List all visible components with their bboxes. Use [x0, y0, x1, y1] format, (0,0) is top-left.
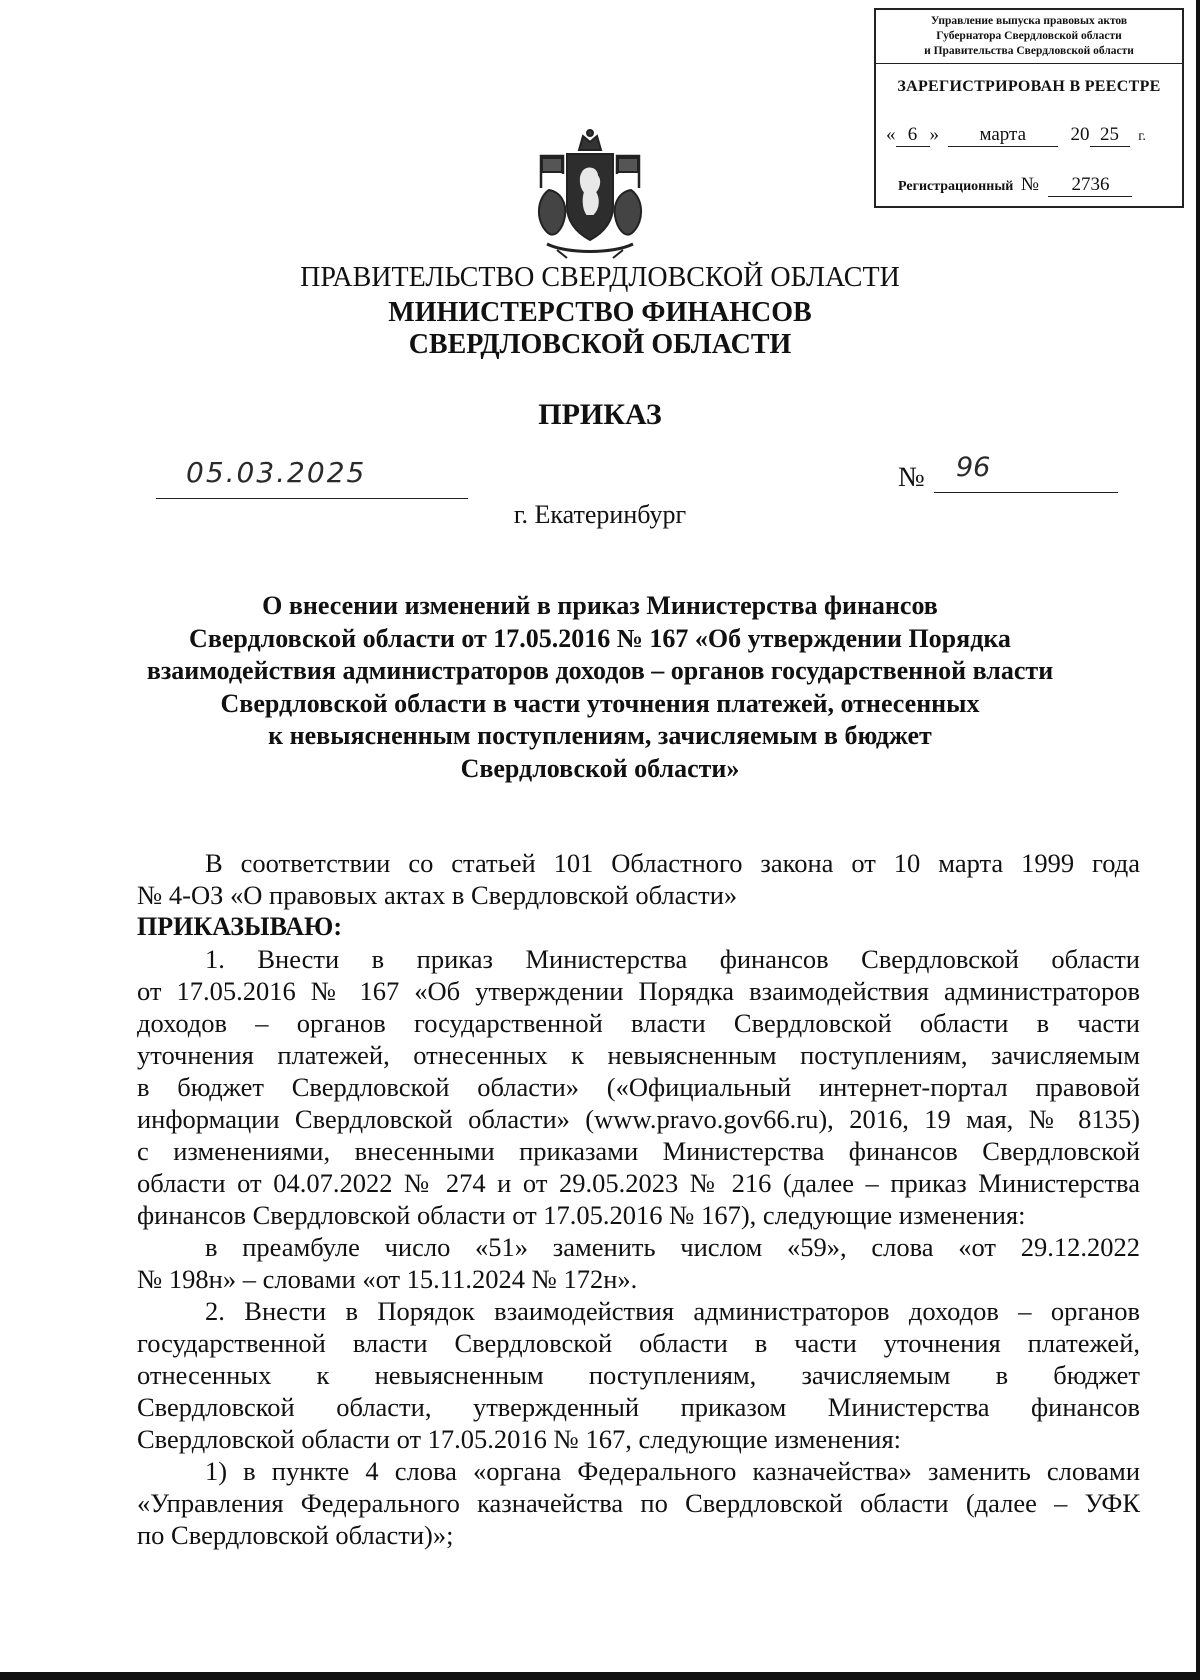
scan-edge-bottom: [0, 1672, 1200, 1680]
body-line: № 4-ОЗ «О правовых актах в Свердловской области»: [137, 880, 738, 910]
body-line: доходов – органов государственной власти Свердловской области в части: [137, 1008, 1140, 1038]
stamp-reg-number-row: [898, 174, 1132, 197]
body-line: в преамбуле число «51» заменить числом «59», слова «от 29.12.2022: [205, 1232, 1140, 1262]
order-number-label: №: [898, 462, 925, 493]
body-line: № 198н» – словами «от 15.11.2024 № 172н».: [137, 1264, 638, 1294]
order-number-field: [934, 452, 1118, 493]
stamp-reg-number: 2736: [1048, 174, 1132, 197]
body-line: 1) в пункте 4 слова «органа Федерального казначейства» заменить словами: [205, 1456, 1140, 1486]
coat-of-arms-emblem: [527, 128, 653, 260]
body-line: 1. Внести в приказ Министерства финансов Свердловской области: [205, 944, 1140, 974]
city: г. Екатеринбург: [513, 500, 687, 529]
stamp-header: [876, 10, 1182, 64]
body-line: 2. Внести в Порядок взаимодействия администраторов доходов – органов: [205, 1296, 1140, 1326]
stamp-close-quote: »: [929, 124, 939, 145]
document-title: [120, 590, 1080, 785]
handwritten-date: 05.03.2025: [186, 456, 367, 489]
ministry-name-line2: СВЕРДЛОВСКОЙ ОБЛАСТИ: [408, 329, 792, 360]
title-line: Свердловской области в части уточнения платежей, отнесенных: [220, 688, 980, 718]
body-line: финансов Свердловской области от 17.05.2016 № 167), следующие изменения:: [137, 1200, 1026, 1230]
stamp-header-line: и Правительства Свердловской области: [924, 45, 1134, 57]
stamp-year-prefix: 20: [1070, 124, 1090, 145]
stamp-year-unit: г.: [1138, 129, 1146, 144]
document-type: ПРИКАЗ: [538, 398, 662, 431]
stamp-month: марта: [948, 124, 1058, 147]
handwritten-number: 96: [956, 452, 991, 483]
stamp-date: [886, 124, 1146, 147]
body-line: в бюджет Свердловской области» («Официальный интернет-портал правовой: [137, 1072, 1140, 1102]
stamp-header-line: Губернатора Свердловской области: [936, 30, 1122, 42]
body-line: Свердловской области от 17.05.2016 № 167, следующие изменения:: [137, 1424, 902, 1454]
body-line: В соответствии со статьей 101 Областного закона от 10 марта 1999 года: [205, 848, 1140, 878]
body-line: уточнения платежей, отнесенных к невыясненным поступлениям, зачисляемым: [137, 1040, 1140, 1070]
stamp-day: 6: [896, 124, 930, 147]
order-date-field: [156, 452, 468, 499]
body-line: «Управления Федерального казначейства по Свердловской области (далее – УФК: [137, 1488, 1140, 1518]
government-name: ПРАВИТЕЛЬСТВО СВЕРДЛОВСКОЙ ОБЛАСТИ: [300, 262, 900, 293]
title-line: О внесении изменений в приказ Министерства финансов: [262, 591, 938, 620]
title-line: Свердловской области от 17.05.2016 № 167 «Об утверждении Порядка: [189, 623, 1011, 653]
stamp-registered-label: ЗАРЕГИСТРИРОВАН В РЕЕСТРЕ: [897, 78, 1161, 95]
body-line: государственной власти Свердловской области в части уточнения платежей,: [137, 1328, 1140, 1358]
body-line: от 17.05.2016 № 167 «Об утверждении Порядка взаимодействия администраторов: [137, 976, 1140, 1006]
stamp-year-suffix: 25: [1090, 124, 1130, 147]
title-line: к невыясненным поступлениям, зачисляемым в бюджет: [268, 721, 932, 750]
order-keyword: ПРИКАЗЫВАЮ:: [137, 912, 342, 941]
registration-stamp: [874, 8, 1184, 208]
stamp-open-quote: «: [886, 124, 896, 145]
document-body: [137, 847, 1140, 1551]
stamp-reg-label: Регистрационный: [898, 179, 1014, 194]
title-line: взаимодействия администраторов доходов – органов государственной власти: [146, 656, 1054, 685]
title-line: Свердловской области»: [460, 753, 740, 783]
body-line: информации Свердловской области» (www.pravo.gov66.ru), 2016, 19 мая, № 8135): [137, 1104, 1140, 1134]
stamp-number-sign: №: [1020, 174, 1039, 195]
body-line: отнесенных к невыясненным поступлениям, зачисляемым в бюджет: [137, 1360, 1140, 1390]
ministry-name-line1: МИНИСТЕРСТВО ФИНАНСОВ: [388, 297, 812, 328]
body-line: области от 04.07.2022 № 274 и от 29.05.2023 № 216 (далее – приказ Министерства: [137, 1168, 1140, 1198]
body-line: с изменениями, внесенными приказами Министерства финансов Свердловской: [137, 1136, 1140, 1166]
stamp-header-line: Управление выпуска правовых актов: [930, 15, 1128, 27]
body-line: Свердловской области, утвержденный приказом Министерства финансов: [137, 1392, 1140, 1422]
scan-edge-right: [1196, 0, 1200, 1680]
body-line: по Свердловской области)»;: [137, 1520, 454, 1550]
